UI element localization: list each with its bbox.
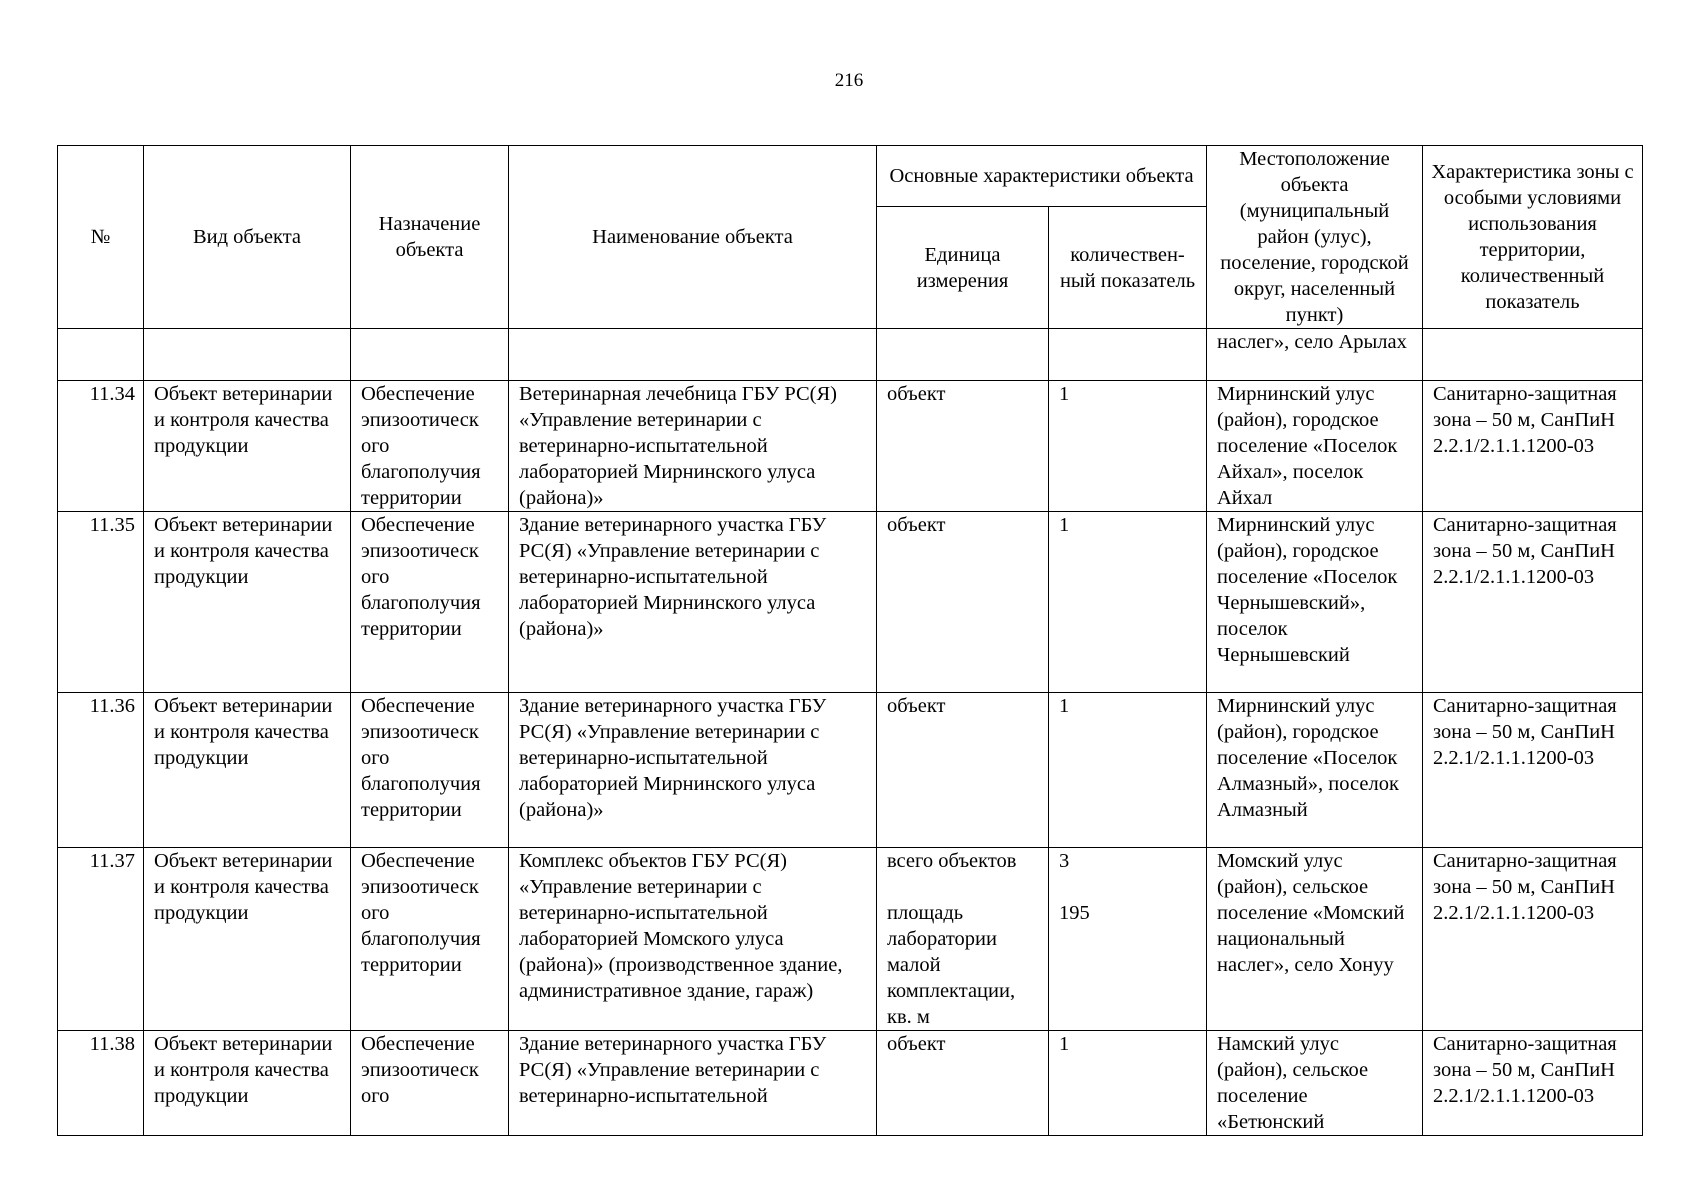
cell-zone: Санитарно-защитная зона – 50 м, СанПиН 2.2.1/2.1.1.1200-03 — [1423, 512, 1643, 693]
header-location: Местоположение объекта (муниципальный район (улус), поселение, городской округ, населенный пункт) — [1207, 146, 1423, 329]
table-row — [58, 693, 1643, 848]
cell-num: 11.38 — [58, 1031, 144, 1136]
cell-empty — [58, 329, 144, 381]
table-row — [58, 1031, 1643, 1136]
cell-num: 11.37 — [58, 848, 144, 1031]
cell-empty — [351, 329, 509, 381]
cell-unit: объект — [877, 1031, 1049, 1136]
cell-location: Мирнинский улус (район), городское поселение «Поселок Чернышевский», поселок Чернышевский — [1207, 512, 1423, 693]
table-row — [58, 381, 1643, 512]
cell-empty — [1049, 329, 1207, 381]
quantity-area: 195 — [1059, 902, 1090, 924]
cell-empty — [877, 329, 1049, 381]
header-purpose: Назначение объекта — [351, 146, 509, 329]
cell-unit: объект — [877, 381, 1049, 512]
cell-name: Здание ветеринарного участка ГБУ РС(Я) «Управление ветеринарии с ветеринарно-испытательной лабораторией Мирнинского улуса (района)» — [509, 512, 877, 693]
cell-name: Здание ветеринарного участка ГБУ РС(Я) «Управление ветеринарии с ветеринарно-испытательной лабораторией Мирнинского улуса (района)» — [509, 693, 877, 848]
cell-location: Момский улус (район), сельское поселение «Момский национальный наслег», село Хонуу — [1207, 848, 1423, 1031]
cell-zone: Санитарно-защитная зона – 50 м, СанПиН 2.2.1/2.1.1.1200-03 — [1423, 1031, 1643, 1136]
cell-num: 11.36 — [58, 693, 144, 848]
cell-type: Объект ветеринарии и контроля качества продукции — [144, 693, 351, 848]
unit-area: площадь лаборатории малой комплектации, кв. м — [887, 902, 1016, 1028]
cell-empty — [1423, 329, 1643, 381]
cell-purpose: Обеспечение эпизоотическ ого благополучия территории — [351, 848, 509, 1031]
spacer — [887, 874, 1040, 900]
table-row — [58, 512, 1643, 693]
cell-num: 11.34 — [58, 381, 144, 512]
cell-purpose: Обеспечение эпизоотическ ого благополучия территории — [351, 381, 509, 512]
cell-quantity: 1 — [1049, 512, 1207, 693]
cell-type: Объект ветеринарии и контроля качества продукции — [144, 1031, 351, 1136]
cell-zone: Санитарно-защитная зона – 50 м, СанПиН 2.2.1/2.1.1.1200-03 — [1423, 381, 1643, 512]
quantity-total: 3 — [1059, 850, 1070, 872]
unit-total: всего объектов — [887, 850, 1017, 872]
cell-empty — [144, 329, 351, 381]
objects-table — [57, 145, 1643, 1136]
cell-type: Объект ветеринарии и контроля качества продукции — [144, 381, 351, 512]
header-zone: Характеристика зоны с особыми условиями использования территории, количественный показатель — [1423, 146, 1643, 329]
cell-quantity: 1 — [1049, 381, 1207, 512]
table-row — [58, 848, 1643, 1031]
cell-num: 11.35 — [58, 512, 144, 693]
table-row-continuation — [58, 329, 1643, 381]
cell-unit: объект — [877, 512, 1049, 693]
cell-unit: объект — [877, 693, 1049, 848]
cell-empty — [509, 329, 877, 381]
cell-type: Объект ветеринарии и контроля качества продукции — [144, 848, 351, 1031]
cell-location: наслег», село Арылах — [1207, 329, 1423, 381]
cell-name: Комплекс объектов ГБУ РС(Я) «Управление ветеринарии с ветеринарно-испытательной лабораторией Момского улуса (района)» (производственное здание, административное здание, гараж) — [509, 848, 877, 1031]
cell-type: Объект ветеринарии и контроля качества продукции — [144, 512, 351, 693]
cell-unit — [877, 848, 1049, 1031]
cell-name: Ветеринарная лечебница ГБУ РС(Я) «Управление ветеринарии с ветеринарно-испытательной лабораторией Мирнинского улуса (района)» — [509, 381, 877, 512]
cell-quantity: 1 — [1049, 693, 1207, 848]
cell-purpose: Обеспечение эпизоотическ ого благополучия территории — [351, 693, 509, 848]
header-quantity: количествен-ный показатель — [1049, 207, 1207, 329]
cell-location: Намский улус (район), сельское поселение «Бетюнский — [1207, 1031, 1423, 1136]
cell-purpose: Обеспечение эпизоотическ ого благополучия территории — [351, 512, 509, 693]
cell-name: Здание ветеринарного участка ГБУ РС(Я) «Управление ветеринарии с ветеринарно-испытательной — [509, 1031, 877, 1136]
header-type: Вид объекта — [144, 146, 351, 329]
header-unit: Единица измерения — [877, 207, 1049, 329]
cell-zone: Санитарно-защитная зона – 50 м, СанПиН 2.2.1/2.1.1.1200-03 — [1423, 848, 1643, 1031]
cell-quantity: 1 — [1049, 1031, 1207, 1136]
cell-zone: Санитарно-защитная зона – 50 м, СанПиН 2.2.1/2.1.1.1200-03 — [1423, 693, 1643, 848]
header-name: Наименование объекта — [509, 146, 877, 329]
header-num: № — [58, 146, 144, 329]
cell-quantity — [1049, 848, 1207, 1031]
cell-location: Мирнинский улус (район), городское поселение «Поселок Алмазный», поселок Алмазный — [1207, 693, 1423, 848]
header-characteristics: Основные характеристики объекта — [877, 146, 1207, 207]
cell-purpose: Обеспечение эпизоотическ ого — [351, 1031, 509, 1136]
page-number: 216 — [834, 70, 864, 91]
cell-location: Мирнинский улус (район), городское поселение «Поселок Айхал», поселок Айхал — [1207, 381, 1423, 512]
spacer — [1059, 874, 1198, 900]
